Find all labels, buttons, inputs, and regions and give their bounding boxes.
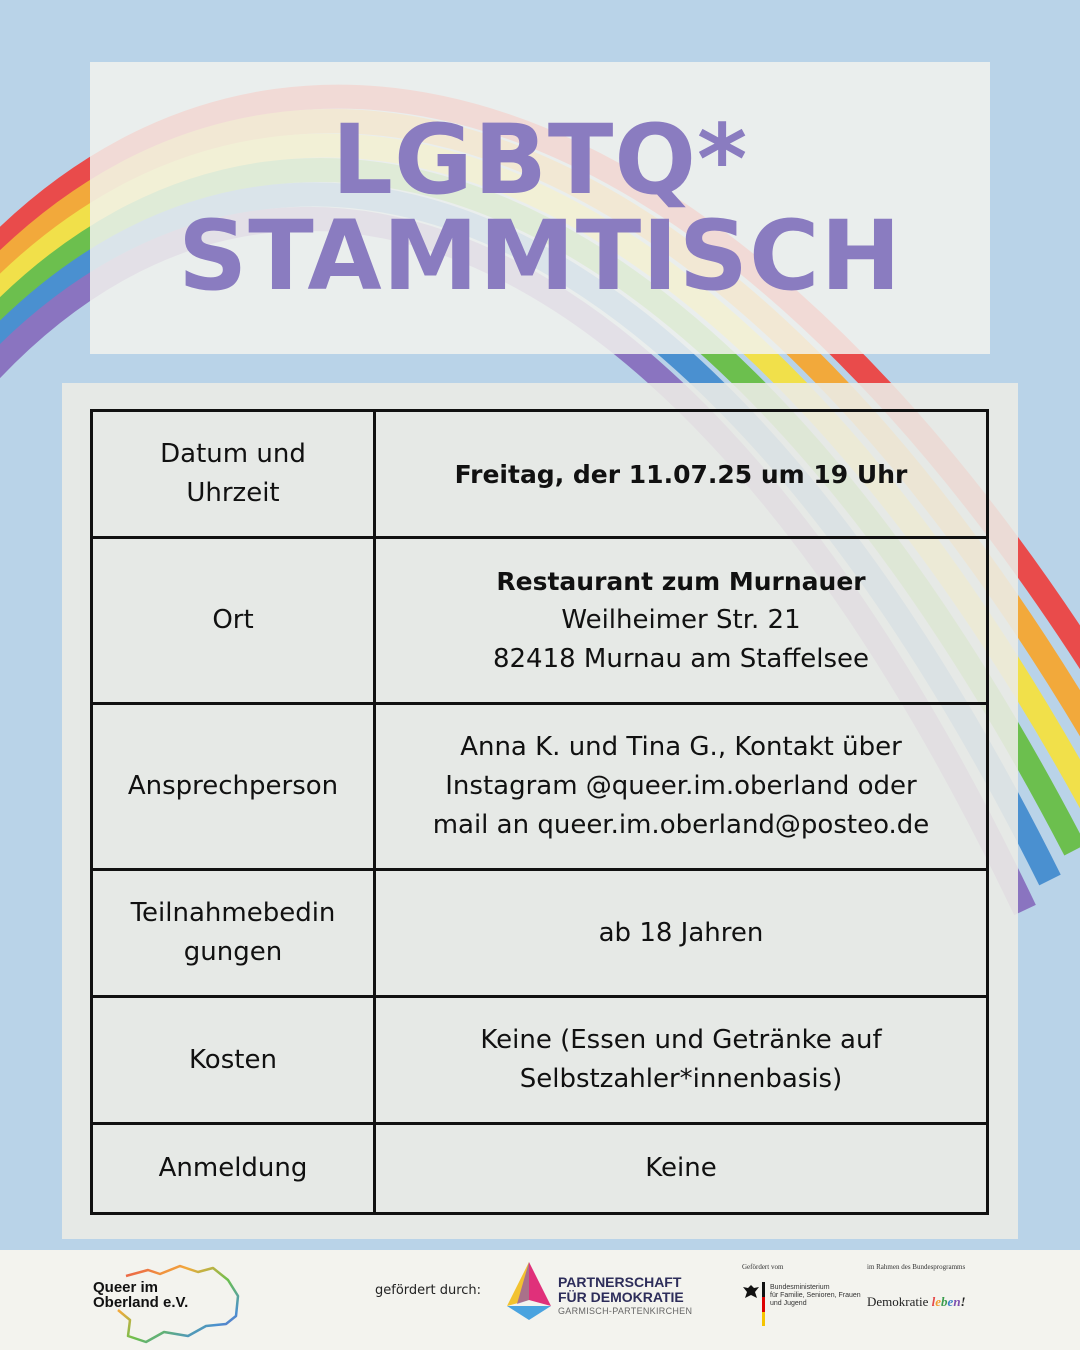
leben-letter: e — [935, 1294, 942, 1309]
german-flag-bar — [762, 1282, 765, 1326]
leben-letter: l — [931, 1294, 936, 1309]
info-table — [90, 409, 989, 1215]
sponsor-footer — [0, 1250, 1080, 1350]
bm-line-2: für Familie, Senioren, Frauen — [770, 1292, 861, 1299]
teilnahme-label-line-1: Teilnahmebedin — [130, 898, 336, 928]
title-line-2: STAMMTISCH — [178, 200, 902, 312]
ort-restaurant: Restaurant zum Murnauer — [496, 567, 866, 596]
row-value-anmeldung: Keine — [375, 1124, 988, 1214]
partnerschaft-line-2: FÜR DEMOKRATIE — [558, 1289, 684, 1305]
row-label-teilnahme — [92, 870, 375, 997]
queer-im-oberland-logo — [88, 1258, 248, 1344]
title-line-1: LGBTQ* — [331, 104, 749, 216]
leben-letter: e — [947, 1294, 954, 1309]
queer-logo-line-2: Oberland e.V. — [93, 1294, 189, 1311]
contact-line-3: mail an queer.im.oberland@posteo.de — [432, 810, 930, 840]
contact-line-2: Instagram @queer.im.oberland oder — [445, 771, 917, 801]
row-value-datum-text: Freitag, der 11.07.25 um 19 Uhr — [454, 459, 908, 489]
title-box — [90, 62, 990, 354]
kosten-line-1: Keine (Essen und Getränke auf — [480, 1025, 882, 1055]
leben-word — [932, 1294, 966, 1309]
info-panel — [62, 383, 1018, 1239]
demokratie-leben-top: im Rahmen des Bundesprogramms — [867, 1263, 966, 1271]
row-value-ort — [375, 538, 988, 704]
row-value-kosten — [375, 997, 988, 1124]
ort-street: Weilheimer Str. 21 — [561, 605, 801, 635]
contact-line-1: Anna K. und Tina G., Kontakt über — [460, 732, 902, 762]
teilnahme-label-line-2: gungen — [183, 937, 283, 967]
bundesministerium-name — [770, 1284, 861, 1308]
federal-eagle-icon — [742, 1284, 760, 1300]
row-label-ort: Ort — [92, 538, 375, 704]
gefoerdert-label: gefördert durch: — [375, 1283, 482, 1298]
table-row-datum — [92, 411, 988, 538]
partnerschaft-line-1: PARTNERSCHAFT — [558, 1274, 682, 1290]
partnerschaft-sub: GARMISCH-PARTENKIRCHEN — [558, 1306, 693, 1316]
row-value-datum — [375, 411, 988, 538]
partnerschaft-logo — [558, 1275, 692, 1316]
leben-letter: n — [953, 1294, 961, 1309]
bm-line-1: Bundesministerium — [770, 1284, 830, 1291]
triangle-logo-icon — [503, 1260, 555, 1322]
table-row-teilnahme — [92, 870, 988, 997]
row-label-datum-text: Datum und Uhrzeit — [160, 439, 306, 508]
ort-city: 82418 Murnau am Staffelsee — [492, 644, 870, 674]
table-row-kosten — [92, 997, 988, 1124]
leben-letter: b — [941, 1294, 948, 1309]
row-label-kosten: Kosten — [92, 997, 375, 1124]
table-row-ansprechperson — [92, 704, 988, 870]
row-label-anmeldung: Anmeldung — [92, 1124, 375, 1214]
demokratie-word: Demokratie — [867, 1294, 929, 1309]
queer-logo-line-1: Queer im — [93, 1279, 159, 1296]
leben-letter: ! — [960, 1294, 966, 1309]
row-label-ansprechperson: Ansprechperson — [92, 704, 375, 870]
queer-logo-text — [93, 1280, 188, 1310]
table-row-anmeldung — [92, 1124, 988, 1214]
bundesministerium-top: Gefördert vom — [742, 1263, 784, 1271]
row-value-ansprechperson — [375, 704, 988, 870]
kosten-line-2: Selbstzahler*innenbasis) — [519, 1064, 843, 1094]
row-label-datum — [92, 411, 375, 538]
demokratie-leben-logo — [867, 1294, 966, 1310]
row-value-teilnahme: ab 18 Jahren — [375, 870, 988, 997]
table-row-ort — [92, 538, 988, 704]
bm-line-3: und Jugend — [770, 1300, 807, 1307]
